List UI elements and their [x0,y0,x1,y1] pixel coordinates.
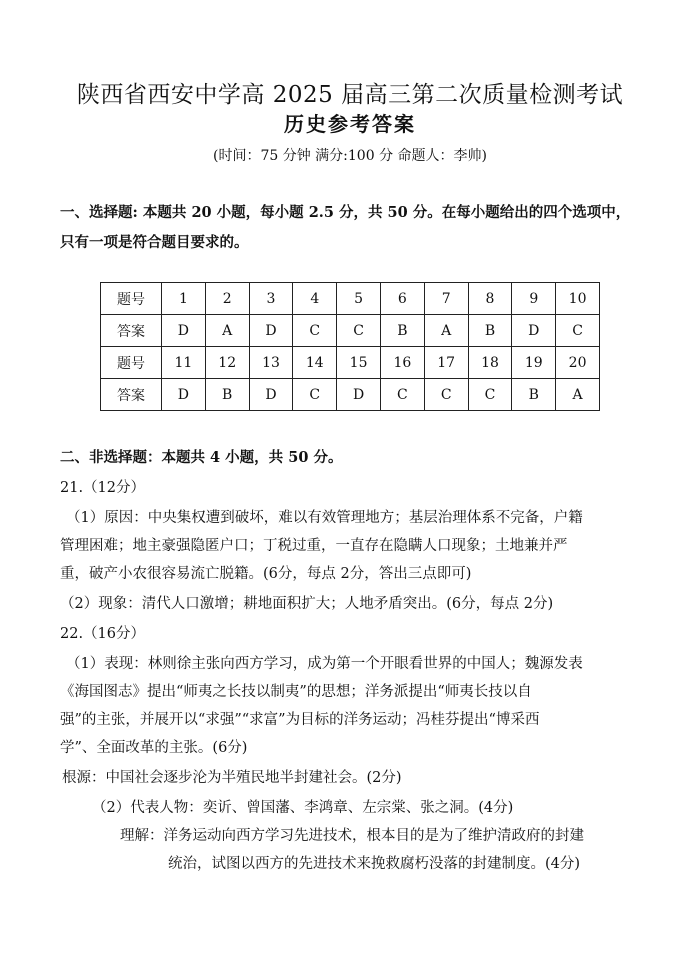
answer-table [100,282,600,411]
table-cell: B [205,379,249,411]
table-cell: C [556,315,600,347]
table-row-answers-2 [101,379,600,411]
table-cell: D [249,315,293,347]
table-cell: B [380,315,424,347]
table-cell: 2 [205,283,249,315]
exam-meta: (时间：75 分钟 满分:100 分 命题人：李帅) [213,148,487,164]
q22-understanding-line1: 理解：洋务运动向西方学习先进技术，根本目的是为了维护清政府的封建 [120,828,584,844]
table-cell: 18 [468,347,512,379]
table-cell: D [337,379,381,411]
table-cell: 12 [205,347,249,379]
table-cell: 9 [512,283,556,315]
row-label-answer: 答案 [101,379,162,411]
table-cell: 19 [512,347,556,379]
table-cell: C [468,379,512,411]
table-cell: A [556,379,600,411]
table-cell: A [205,315,249,347]
table-cell: 6 [380,283,424,315]
table-cell: B [468,315,512,347]
table-cell: 20 [556,347,600,379]
table-cell: C [337,315,381,347]
table-cell: 8 [468,283,512,315]
table-cell: 3 [249,283,293,315]
table-row-numbers-1 [101,283,600,315]
q21-part2: （2）现象：清代人口激增；耕地面积扩大；人地矛盾突出。(6分，每点 2分) [60,596,554,612]
table-cell: D [162,315,206,347]
q21-label: 21.（12分） [60,480,146,496]
row-label-answer: 答案 [101,315,162,347]
table-cell: 10 [556,283,600,315]
table-cell: 16 [380,347,424,379]
q21-part1-line1: （1）原因：中央集权遭到破坏，难以有效管理地方；基层治理体系不完备，户籍 [66,510,583,526]
q21-part1 [60,504,650,588]
section2-heading: 二、非选择题：本题共 4 小题，共 50 分。 [60,449,343,466]
table-cell: D [162,379,206,411]
section1-line1: 一、选择题: 本题共 20 小题，每小题 2.5 分，共 50 分。在每小题给出的四个选项中， [60,204,631,221]
table-cell: C [380,379,424,411]
q22-part1 [60,650,650,762]
table-cell: A [424,315,468,347]
q22-label: 22.（16分） [60,626,146,642]
q22-part1-line3: 强”的主张，并展开以“求强”“求富”为目标的洋务运动；冯桂芬提出“博采西 [60,712,540,728]
q22-part2-understanding [120,822,640,878]
document-title: 陕西省西安中学高 2025 届高三第二次质量检测考试 [76,82,624,108]
row-label-number: 题号 [101,283,162,315]
table-cell: 5 [337,283,381,315]
document-subtitle: 历史参考答案 [284,112,416,136]
table-cell: 14 [293,347,337,379]
table-cell: C [293,379,337,411]
q22-part1-line4: 学”、全面改革的主张。(6分) [60,740,248,756]
q22-part1-line1: （1）表现：林则徐主张向西方学习，成为第一个开眼看世界的中国人；魏源发表 [66,656,583,672]
table-cell: D [249,379,293,411]
section1-line2: 只有一项是符合题目要求的。 [60,234,249,251]
q21-part1-line3: 重，破产小农很容易流亡脱籍。(6分，每点 2分，答出三点即可) [60,566,472,582]
q22-understanding-line2: 统治，试图以西方的先进技术来挽救腐朽没落的封建制度。(4分) [168,856,581,872]
table-cell: B [512,379,556,411]
table-cell: 1 [162,283,206,315]
table-cell: C [424,379,468,411]
table-cell: 15 [337,347,381,379]
table-cell: C [293,315,337,347]
table-cell: 13 [249,347,293,379]
table-cell: 4 [293,283,337,315]
q22-root-cause: 根源：中国社会逐步沦为半殖民地半封建社会。(2分) [62,770,402,786]
q22-part2: （2）代表人物：奕䜣、曾国藩、李鸿章、左宗棠、张之洞。(4分) [92,800,514,816]
row-label-number: 题号 [101,347,162,379]
table-cell: 17 [424,347,468,379]
table-cell: 7 [424,283,468,315]
table-cell: 11 [162,347,206,379]
q21-part1-line2: 管理困难；地主豪强隐匿户口；丁税过重，一直存在隐瞒人口现象；土地兼并严 [60,538,568,554]
table-cell: D [512,315,556,347]
table-row-numbers-2 [101,347,600,379]
table-row-answers-1 [101,315,600,347]
q22-part1-line2: 《海国图志》提出“师夷之长技以制夷”的思想；洋务派提出“师夷长技以自 [60,684,532,700]
section1-instructions [60,198,650,258]
